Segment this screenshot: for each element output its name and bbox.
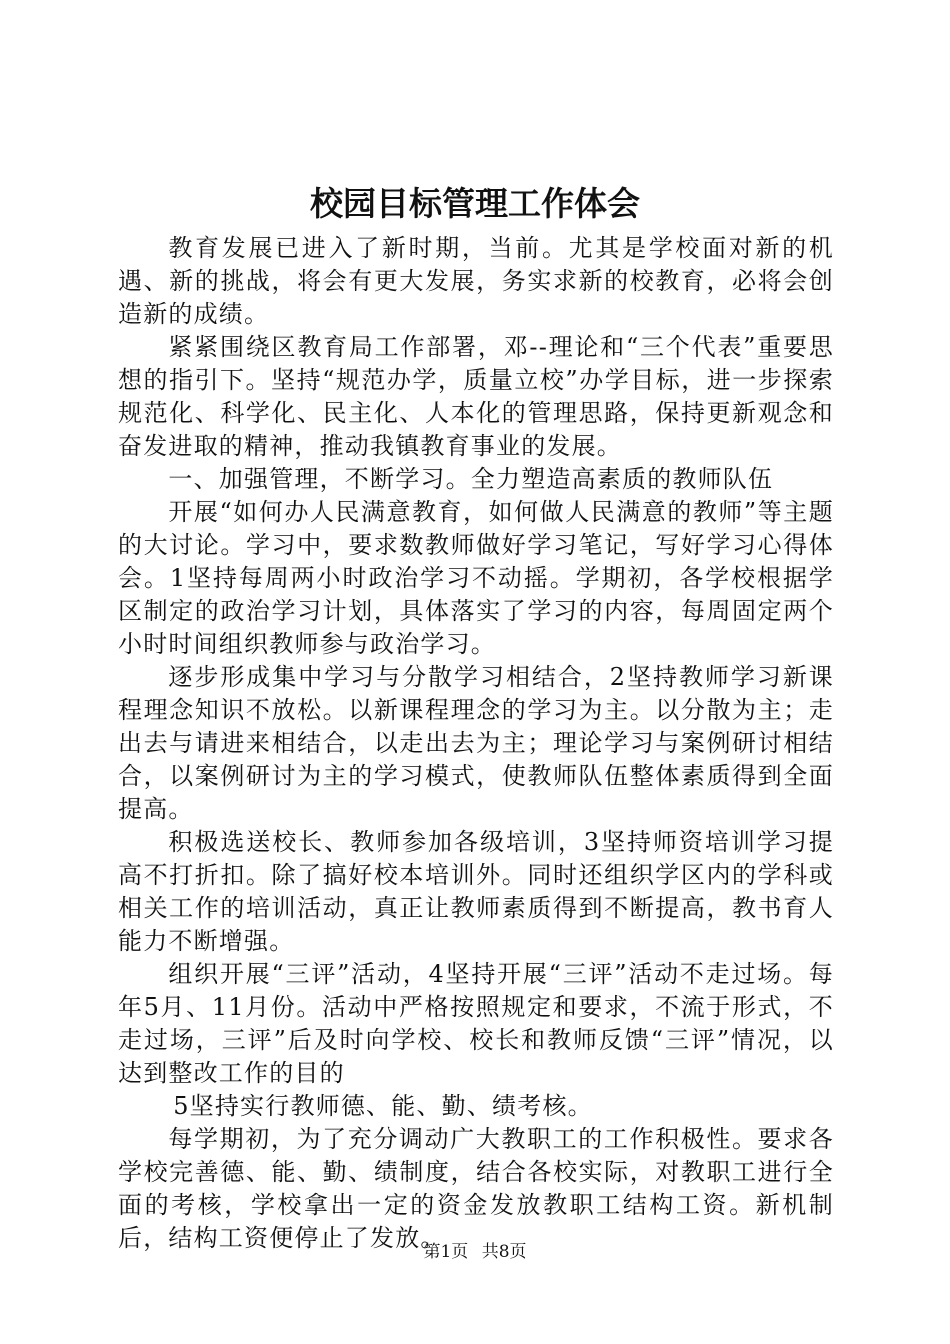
paragraph: 紧紧围绕区教育局工作部署，邓--理论和“三个代表”重要思想的指引下。坚持“规范办学，质量立校”办学目标，进一步探索规范化、科学化、民主化、人本化的管理思路，保持更新观念和奋发进取的精神，推动我镇教育事业的发展。 (118, 333, 834, 460)
paragraph: 逐步形成集中学习与分散学习相结合，2坚持教师学习新课程理念知识不放松。以新课程理念的学习为主。以分散为主；走出去与请进来相结合，以走出去为主；理论学习与案例研讨相结合，以案例研讨为主的学习模式，使教师队伍整体素质得到全面提高。 (118, 663, 834, 823)
page-total: 共8页 (481, 1242, 527, 1262)
paragraph: 每学期初，为了充分调动广大教职工的工作积极性。要求各学校完善德、能、勤、绩制度，结合各校实际，对教职工进行全面的考核，学校拿出一定的资金发放教职工结构工资。新机制后，结构工资便停止了发放。 (118, 1125, 834, 1252)
paragraph: 积极选送校长、教师参加各级培训，3坚持师资培训学习提高不打折扣。除了搞好校本培训外。同时还组织学区内的学科或相关工作的培训活动，真正让教师素质得到不断提高，教书育人能力不断增强。 (118, 828, 834, 955)
paragraph: 组织开展“三评”活动，4坚持开展“三评”活动不走过场。每年5月、11月份。活动中严格按照规定和要求，不流于形式，不走过场，三评”后及时向学校、校长和教师反馈“三评”情况，以达到整改工作的目的 (118, 960, 834, 1087)
section-heading: 一、加强管理，不断学习。全力塑造高素质的教师队伍 (168, 465, 774, 493)
page-number: 第1页 (423, 1242, 469, 1262)
document-body (118, 232, 834, 1255)
document-title: 校园目标管理工作体会 (310, 184, 640, 223)
paragraph: 5坚持实行教师德、能、勤、绩考核。 (173, 1092, 593, 1120)
paragraph: 开展“如何办人民满意教育，如何做人民满意的教师”等主题的大讨论。学习中，要求数教师做好学习笔记，写好学习心得体会。1坚持每周两小时政治学习不动摇。学期初，各学校根据学区制定的政治学习计划，具体落实了学习的内容，每周固定两个小时时间组织教师参与政治学习。 (118, 498, 834, 658)
page-footer (0, 1240, 950, 1264)
paragraph: 教育发展已进入了新时期，当前。尤其是学校面对新的机遇、新的挑战，将会有更大发展，务实求新的校教育，必将会创造新的成绩。 (118, 234, 834, 328)
